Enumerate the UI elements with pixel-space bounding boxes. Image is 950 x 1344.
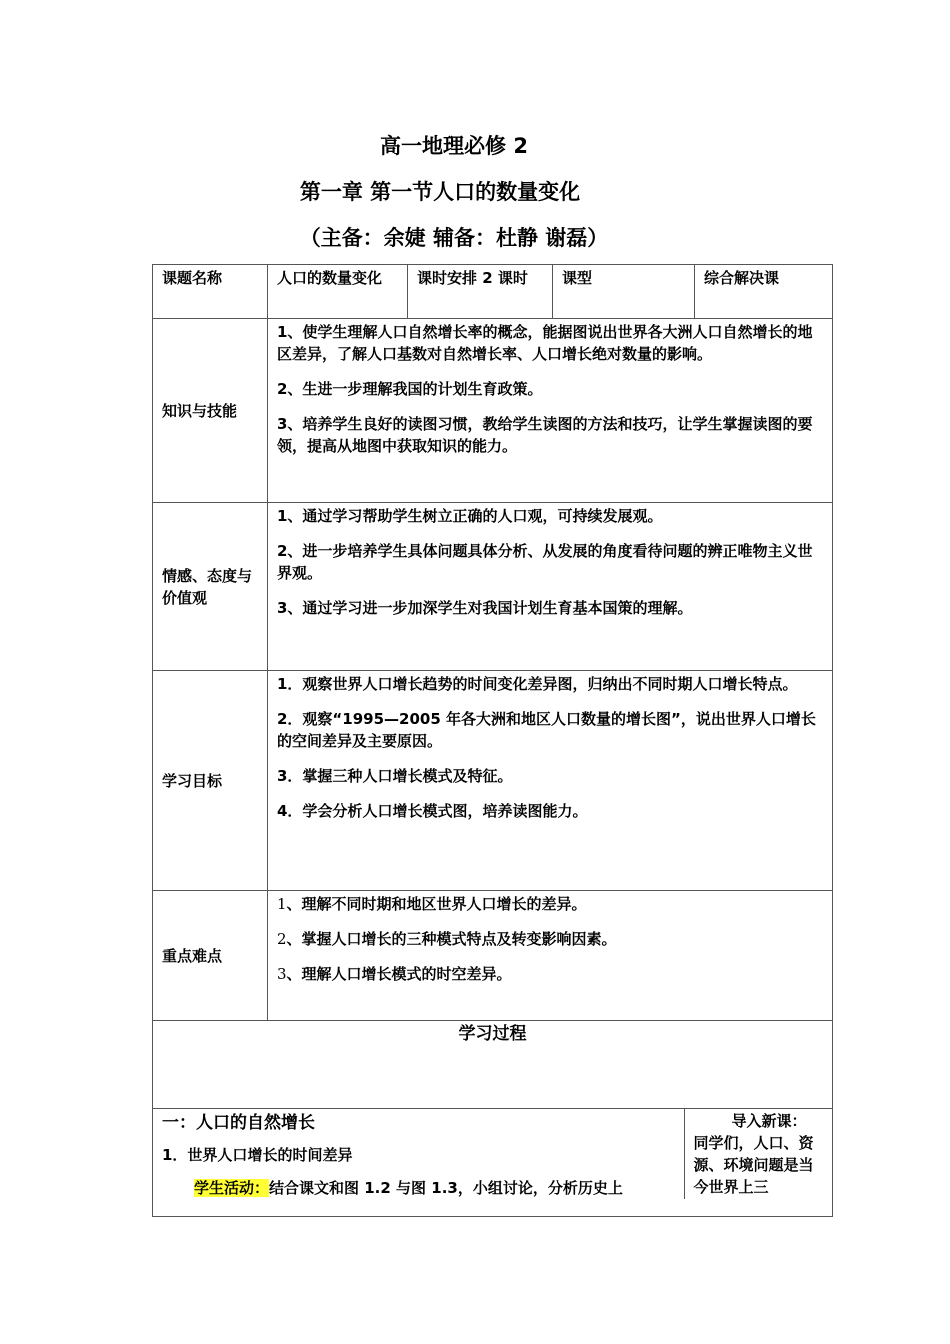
key-points-label: 重点难点 [153,891,268,1021]
goal-item: 3．掌握三种人口增长模式及特征。 [277,767,513,785]
section-1-main [153,1109,684,1199]
course-name-label: 课题名称 [153,265,268,319]
key-point-number: 2 [277,930,287,948]
process-heading: 学习过程 [153,1021,833,1109]
key-points-content [268,891,833,1021]
key-point-number: 3 [277,965,287,983]
emotion-item: 3、通过学习进一步加深学生对我国计划生育基本国策的理解。 [277,599,693,617]
side-note-title: 导入新课： [731,1112,807,1130]
document-title: 高一地理必修 2 [380,134,528,158]
activity-label: 学生活动： [194,1179,270,1197]
section-1-subheading: 1．世界人口增长的时间差异 [162,1146,353,1164]
emotion-content [268,503,833,671]
row-section-1 [153,1109,833,1217]
row-knowledge [153,319,833,503]
knowledge-item: 2、生进一步理解我国的计划生育政策。 [277,380,543,398]
key-point-text: 、理解不同时期和地区世界人口增长的差异。 [286,895,587,913]
emotion-item: 1、通过学习帮助学生树立正确的人口观，可持续发展观。 [277,507,663,525]
goal-item: 1．观察世界人口增长趋势的时间变化差异图，归纳出不同时期人口增长特点。 [277,675,798,693]
side-note-text: 同学们，人口、资源、环境问题是当今世界上三 [693,1134,814,1196]
row-process [153,1021,833,1109]
course-type-label: 课型 [553,265,695,319]
knowledge-label: 知识与技能 [153,319,268,503]
emotion-label: 情感、态度与价值观 [153,503,268,671]
knowledge-item: 1、使学生理解人口自然增长率的概念，能据图说出世界各大洲人口自然增长的地区差异，了解人口基数对自然增长率、人口增长绝对数量的影响。 [277,323,813,363]
course-type-value: 综合解决课 [695,265,833,319]
knowledge-content [268,319,833,503]
knowledge-item: 3、培养学生良好的读图习惯，教给学生读图的方法和技巧，让学生掌握读图的要领，提高从地图中获取知识的能力。 [277,415,813,455]
key-point-number: 1 [277,895,287,913]
section-1-side-note [684,1109,833,1199]
course-name-value: 人口的数量变化 [268,265,408,319]
class-hours: 课时安排 2 课时 [408,265,553,319]
chapter-title: 第一章 第一节人口的数量变化 [299,180,581,204]
activity-text: 结合课文和图 1.2 与图 1.3，小组讨论，分析历史上 [269,1179,623,1197]
preparers-line: （主备：余婕 辅备：杜静 谢磊） [299,226,609,250]
row-key-points [153,891,833,1021]
row-goals [153,671,833,891]
student-activity [162,1177,675,1199]
key-point-item [277,893,823,915]
goals-label: 学习目标 [153,671,268,891]
row-course-info [153,265,833,319]
key-point-text: 、掌握人口增长的三种模式特点及转变影响因素。 [286,930,617,948]
row-emotion [153,503,833,671]
goal-item: 2．观察“1995—2005 年各大洲和地区人口数量的增长图”，说出世界人口增长的空间差异及主要原因。 [277,710,816,750]
lesson-plan-table [152,264,833,1217]
emotion-item: 2、进一步培养学生具体问题具体分析、从发展的角度看待问题的辨正唯物主义世界观。 [277,542,813,582]
goal-item: 4．学会分析人口增长模式图，培养读图能力。 [277,802,588,820]
key-point-item [277,963,823,985]
key-point-item [277,928,823,950]
section-1-heading: 一：人口的自然增长 [162,1113,315,1133]
goals-content [268,671,833,891]
key-point-text: 、理解人口增长模式的时空差异。 [286,965,512,983]
